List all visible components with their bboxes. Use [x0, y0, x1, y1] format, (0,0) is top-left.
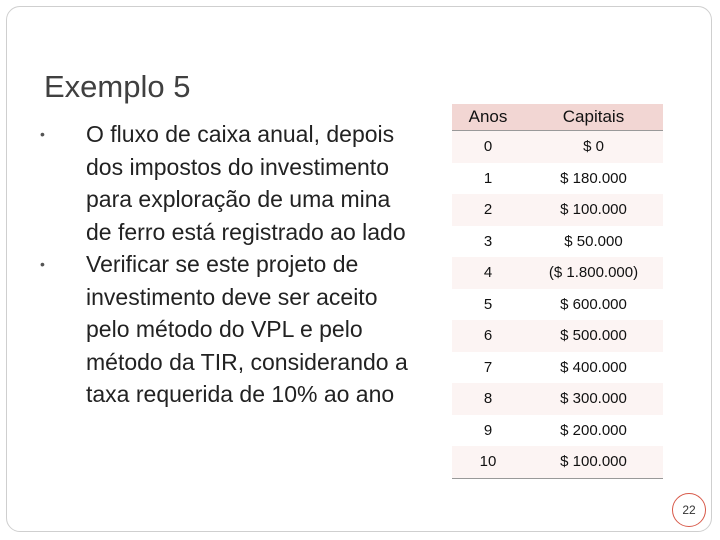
capital-cell: $ 100.000: [524, 194, 663, 226]
capital-cell: $ 500.000: [524, 320, 663, 352]
table-row: [452, 446, 663, 478]
slide-title: Exemplo 5: [44, 68, 191, 104]
bullet-item: [40, 118, 412, 248]
table-row: [452, 194, 663, 226]
year-cell: 1: [452, 163, 524, 195]
year-cell: 10: [452, 446, 524, 478]
bullet-list: [40, 118, 412, 411]
capital-cell: $ 300.000: [524, 383, 663, 415]
table-row: [452, 257, 663, 289]
year-cell: 5: [452, 289, 524, 321]
table-body: [452, 131, 663, 479]
table-row: [452, 415, 663, 447]
year-cell: 2: [452, 194, 524, 226]
capital-cell: ($ 1.800.000): [524, 257, 663, 289]
table-row: [452, 320, 663, 352]
capital-cell: $ 50.000: [524, 226, 663, 258]
table-row: [452, 352, 663, 384]
bullet-text: Verificar se este projeto de investimento deve ser aceito pelo método do VPL e pelo método da TIR, considerando a taxa requerida de 10% ao ano: [86, 251, 408, 407]
bullet-dot-icon: •: [40, 126, 45, 142]
header-anos: Anos: [452, 104, 524, 131]
bullet-dot-icon: •: [40, 256, 45, 272]
capital-cell: $ 180.000: [524, 163, 663, 195]
capital-cell: $ 600.000: [524, 289, 663, 321]
page-number-badge: [672, 493, 706, 527]
bullet-item: [40, 248, 412, 411]
table-row: [452, 383, 663, 415]
year-cell: 4: [452, 257, 524, 289]
table-row: [452, 131, 663, 163]
year-cell: 3: [452, 226, 524, 258]
capital-cell: $ 200.000: [524, 415, 663, 447]
capital-cell: $ 400.000: [524, 352, 663, 384]
table-row: [452, 289, 663, 321]
table-row: [452, 163, 663, 195]
capital-cell: $ 100.000: [524, 446, 663, 478]
year-cell: 0: [452, 131, 524, 163]
year-cell: 9: [452, 415, 524, 447]
year-cell: 6: [452, 320, 524, 352]
table-header-row: [452, 104, 663, 131]
cash-flow-table: [452, 104, 663, 479]
table-row: [452, 226, 663, 258]
bullet-text: O fluxo de caixa anual, depois dos impostos do investimento para exploração de uma mina de ferro está registrado ao lado: [86, 121, 406, 245]
year-cell: 7: [452, 352, 524, 384]
year-cell: 8: [452, 383, 524, 415]
page-number: 22: [682, 503, 696, 517]
capital-cell: $ 0: [524, 131, 663, 163]
header-capitais: Capitais: [524, 104, 663, 131]
